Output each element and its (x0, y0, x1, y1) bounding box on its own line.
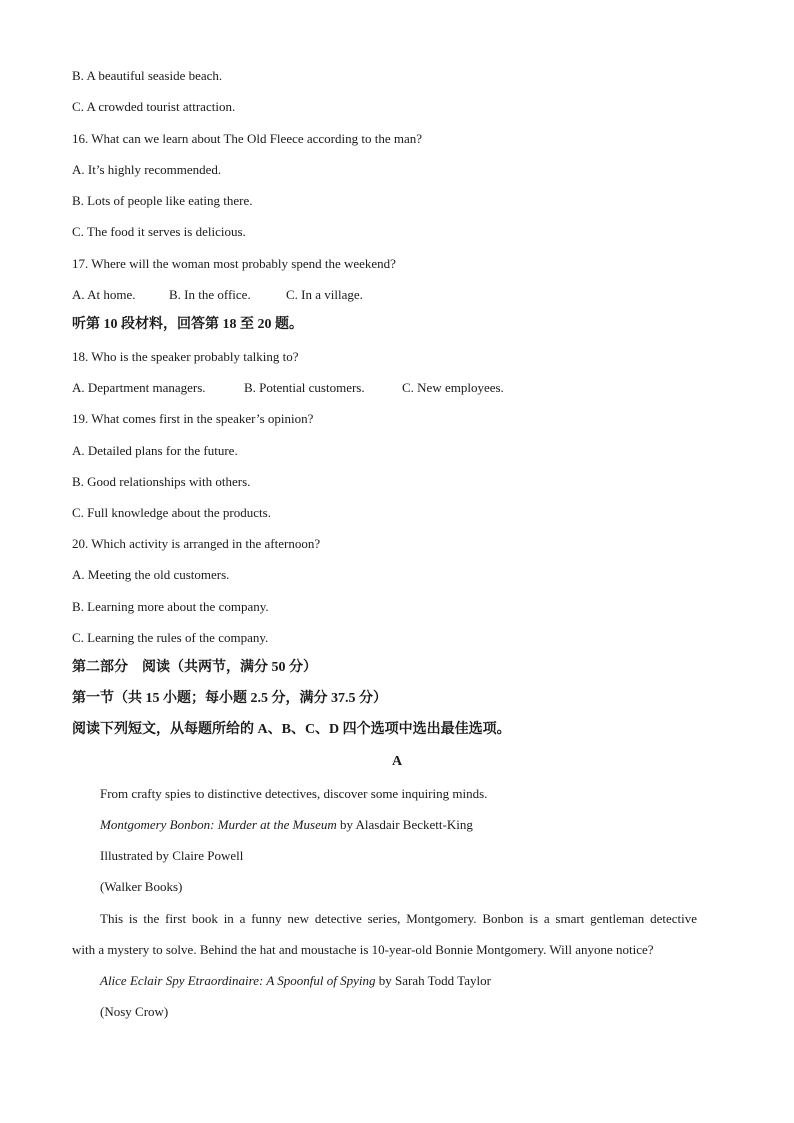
passage-intro: From crafty spies to distinctive detectives, discover some inquiring minds. (100, 786, 488, 801)
book1-author: by Alasdair Beckett-King (336, 817, 473, 832)
book1-description-line1: This is the first book in a funny new detective series, Montgomery. Bonbon is a smart gentleman detective (100, 911, 697, 926)
q20-question: 20. Which activity is arranged in the afternoon? (72, 536, 321, 551)
q17-question: 17. Where will the woman most probably spend the weekend? (72, 256, 396, 271)
book1-title-line (100, 817, 473, 833)
book1-publisher: (Walker Books) (100, 879, 183, 894)
q19-option-b: B. Good relationships with others. (72, 474, 251, 489)
q18-option-b: B. Potential customers. (244, 380, 365, 395)
q18-options (72, 380, 504, 396)
book2-title: Alice Eclair Spy Etraordinaire: A Spoonful of Spying (100, 973, 376, 988)
q18-question: 18. Who is the speaker probably talking to? (72, 349, 299, 364)
q19-option-a: A. Detailed plans for the future. (72, 443, 238, 458)
q16-option-a: A. It’s highly recommended. (72, 162, 222, 177)
q17-option-b: B. In the office. (169, 287, 251, 302)
reading-instruction: 阅读下列短文，从每题所给的 A、B、C、D 四个选项中选出最佳选项。 (72, 722, 511, 737)
book1-title: Montgomery Bonbon: Murder at the Museum (100, 817, 337, 832)
part2-heading: 第二部分 阅读（共两节，满分 50 分） (72, 660, 317, 675)
q20-option-c: C. Learning the rules of the company. (72, 630, 269, 645)
book1-illustrator: Illustrated by Claire Powell (100, 848, 244, 863)
q18-option-a: A. Department managers. (72, 380, 206, 395)
q20-option-a: A. Meeting the old customers. (72, 567, 230, 582)
book1-description-line2: with a mystery to solve. Behind the hat and moustache is 10-year-old Bonnie Montgomery. Will anyone notice? (72, 942, 654, 957)
book2-author: by Sarah Todd Taylor (375, 973, 491, 988)
q17-option-c: C. In a village. (286, 287, 363, 302)
q15-option-b: B. A beautiful seaside beach. (72, 68, 223, 83)
q17-option-a: A. At home. (72, 287, 136, 302)
q19-option-c: C. Full knowledge about the products. (72, 505, 271, 520)
q15-option-c: C. A crowded tourist attraction. (72, 99, 236, 114)
q16-question: 16. What can we learn about The Old Fleece according to the man? (72, 131, 423, 146)
q18-option-c: C. New employees. (402, 380, 504, 395)
section10-heading: 听第 10 段材料，回答第 18 至 20 题。 (72, 317, 303, 332)
q16-option-c: C. The food it serves is delicious. (72, 224, 246, 239)
q20-option-b: B. Learning more about the company. (72, 599, 269, 614)
passage-label: A (391, 754, 403, 769)
q19-question: 19. What comes first in the speaker’s opinion? (72, 411, 314, 426)
q16-option-b: B. Lots of people like eating there. (72, 193, 253, 208)
book2-title-line (100, 973, 491, 989)
section1-heading: 第一节（共 15 小题；每小题 2.5 分，满分 37.5 分） (72, 691, 387, 706)
book2-publisher: (Nosy Crow) (100, 1004, 169, 1019)
q17-options (72, 287, 363, 303)
